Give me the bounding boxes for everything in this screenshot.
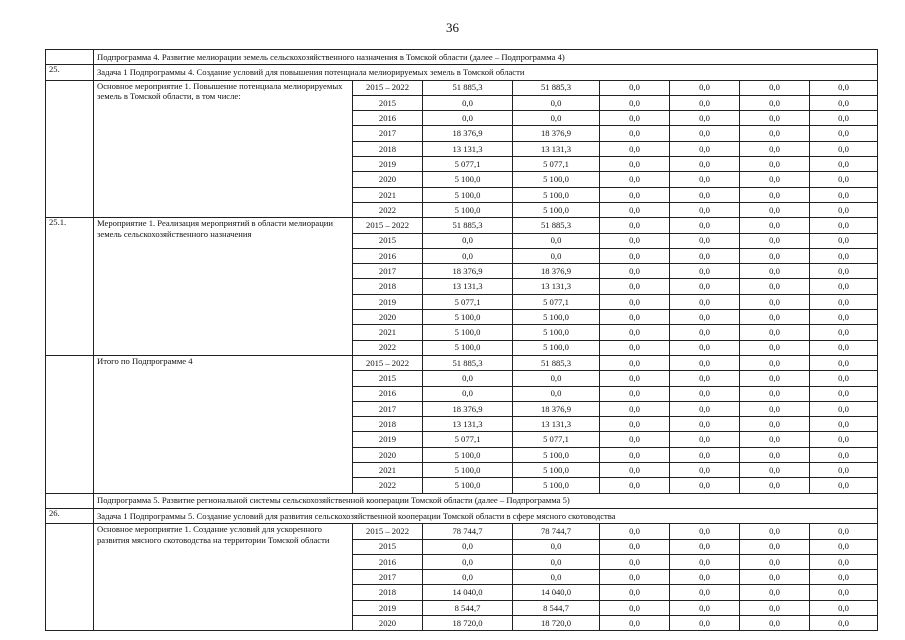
value-cell: 0,0 bbox=[670, 478, 740, 493]
value-cell: 0,0 bbox=[740, 447, 810, 462]
value-cell: 0,0 bbox=[600, 539, 670, 554]
value-cell: 0,0 bbox=[810, 325, 878, 340]
value-cell: 5 077,1 bbox=[513, 157, 600, 172]
value-cell: 13 131,3 bbox=[513, 141, 600, 156]
value-cell: 0,0 bbox=[810, 294, 878, 309]
value-cell: 0,0 bbox=[670, 294, 740, 309]
value-cell: 0,0 bbox=[810, 371, 878, 386]
value-cell: 0,0 bbox=[740, 539, 810, 554]
section-header-row bbox=[46, 65, 878, 80]
value-cell: 0,0 bbox=[740, 600, 810, 615]
value-cell: 0,0 bbox=[670, 432, 740, 447]
value-cell: 0,0 bbox=[740, 554, 810, 569]
value-cell: 13 131,3 bbox=[513, 417, 600, 432]
value-cell: 0,0 bbox=[600, 279, 670, 294]
value-cell: 14 040,0 bbox=[423, 585, 513, 600]
value-cell: 0,0 bbox=[740, 141, 810, 156]
value-cell: 0,0 bbox=[810, 432, 878, 447]
value-cell: 0,0 bbox=[810, 279, 878, 294]
value-cell: 0,0 bbox=[740, 585, 810, 600]
value-cell: 0,0 bbox=[600, 126, 670, 141]
value-cell: 0,0 bbox=[600, 111, 670, 126]
value-cell: 0,0 bbox=[740, 524, 810, 539]
activity-name: Итого по Подпрограмме 4 bbox=[94, 355, 353, 493]
year-cell: 2017 bbox=[353, 126, 423, 141]
value-cell: 0,0 bbox=[670, 157, 740, 172]
value-cell: 5 077,1 bbox=[513, 294, 600, 309]
value-cell: 78 744,7 bbox=[513, 524, 600, 539]
value-cell: 5 100,0 bbox=[423, 463, 513, 478]
value-cell: 0,0 bbox=[670, 600, 740, 615]
value-cell: 0,0 bbox=[600, 401, 670, 416]
value-cell: 18 376,9 bbox=[423, 264, 513, 279]
value-cell: 0,0 bbox=[600, 187, 670, 202]
section-title: Подпрограмма 4. Развитие мелиорации земель сельскохозяйственного назначения в Томской области (далее – Подпрограмма 4) bbox=[94, 50, 878, 65]
value-cell: 5 100,0 bbox=[423, 447, 513, 462]
value-cell: 0,0 bbox=[670, 447, 740, 462]
value-cell: 0,0 bbox=[740, 570, 810, 585]
year-cell: 2018 bbox=[353, 279, 423, 294]
value-cell: 0,0 bbox=[740, 386, 810, 401]
value-cell: 0,0 bbox=[810, 355, 878, 370]
value-cell: 0,0 bbox=[600, 202, 670, 217]
value-cell: 0,0 bbox=[670, 355, 740, 370]
value-cell: 0,0 bbox=[810, 478, 878, 493]
year-cell: 2022 bbox=[353, 340, 423, 355]
year-cell: 2020 bbox=[353, 615, 423, 630]
value-cell: 0,0 bbox=[670, 218, 740, 233]
value-cell: 5 100,0 bbox=[513, 172, 600, 187]
value-cell: 0,0 bbox=[423, 248, 513, 263]
value-cell: 5 100,0 bbox=[513, 463, 600, 478]
row-number bbox=[46, 80, 94, 218]
row-number bbox=[46, 355, 94, 493]
value-cell: 0,0 bbox=[810, 615, 878, 630]
value-cell: 0,0 bbox=[810, 463, 878, 478]
value-cell: 0,0 bbox=[423, 371, 513, 386]
value-cell: 0,0 bbox=[740, 478, 810, 493]
value-cell: 5 100,0 bbox=[423, 310, 513, 325]
value-cell: 5 077,1 bbox=[423, 432, 513, 447]
value-cell: 0,0 bbox=[600, 554, 670, 569]
value-cell: 0,0 bbox=[670, 325, 740, 340]
value-cell: 0,0 bbox=[513, 95, 600, 110]
value-cell: 5 100,0 bbox=[513, 340, 600, 355]
value-cell: 0,0 bbox=[670, 524, 740, 539]
value-cell: 0,0 bbox=[810, 600, 878, 615]
value-cell: 0,0 bbox=[740, 325, 810, 340]
value-cell: 0,0 bbox=[670, 279, 740, 294]
value-cell: 0,0 bbox=[740, 294, 810, 309]
value-cell: 0,0 bbox=[670, 570, 740, 585]
row-number bbox=[46, 493, 94, 508]
year-cell: 2022 bbox=[353, 478, 423, 493]
value-cell: 5 100,0 bbox=[423, 478, 513, 493]
row-number bbox=[46, 50, 94, 65]
value-cell: 0,0 bbox=[810, 524, 878, 539]
value-cell: 0,0 bbox=[740, 432, 810, 447]
value-cell: 0,0 bbox=[513, 570, 600, 585]
value-cell: 0,0 bbox=[670, 187, 740, 202]
value-cell: 0,0 bbox=[600, 172, 670, 187]
year-cell: 2021 bbox=[353, 463, 423, 478]
value-cell: 0,0 bbox=[423, 554, 513, 569]
activity-name: Основное мероприятие 1. Повышение потенциала мелиорируемых земель в Томской области, в том числе: bbox=[94, 80, 353, 218]
value-cell: 18 376,9 bbox=[513, 126, 600, 141]
value-cell: 5 100,0 bbox=[513, 187, 600, 202]
value-cell: 0,0 bbox=[740, 80, 810, 95]
value-cell: 0,0 bbox=[423, 111, 513, 126]
value-cell: 0,0 bbox=[423, 233, 513, 248]
value-cell: 0,0 bbox=[600, 432, 670, 447]
value-cell: 0,0 bbox=[513, 111, 600, 126]
row-number bbox=[46, 524, 94, 631]
value-cell: 0,0 bbox=[423, 539, 513, 554]
year-cell: 2015 – 2022 bbox=[353, 80, 423, 95]
table-row bbox=[46, 218, 878, 233]
value-cell: 0,0 bbox=[600, 294, 670, 309]
value-cell: 0,0 bbox=[810, 141, 878, 156]
value-cell: 0,0 bbox=[740, 463, 810, 478]
value-cell: 0,0 bbox=[670, 615, 740, 630]
value-cell: 0,0 bbox=[513, 386, 600, 401]
year-cell: 2016 bbox=[353, 386, 423, 401]
activity-name: Мероприятие 1. Реализация мероприятий в области мелиорации земель сельскохозяйственного назначения bbox=[94, 218, 353, 356]
activity-name: Основное мероприятие 1. Создание условий для ускоренного развития мясного скотоводства на территории Томской области bbox=[94, 524, 353, 631]
value-cell: 0,0 bbox=[810, 340, 878, 355]
value-cell: 0,0 bbox=[810, 539, 878, 554]
row-number: 26. bbox=[46, 508, 94, 523]
year-cell: 2019 bbox=[353, 432, 423, 447]
value-cell: 0,0 bbox=[670, 386, 740, 401]
value-cell: 0,0 bbox=[740, 355, 810, 370]
value-cell: 0,0 bbox=[740, 615, 810, 630]
value-cell: 0,0 bbox=[810, 187, 878, 202]
value-cell: 0,0 bbox=[600, 524, 670, 539]
value-cell: 0,0 bbox=[810, 554, 878, 569]
value-cell: 0,0 bbox=[810, 202, 878, 217]
value-cell: 0,0 bbox=[810, 126, 878, 141]
year-cell: 2016 bbox=[353, 248, 423, 263]
value-cell: 5 100,0 bbox=[423, 187, 513, 202]
year-cell: 2015 – 2022 bbox=[353, 524, 423, 539]
value-cell: 51 885,3 bbox=[423, 355, 513, 370]
value-cell: 0,0 bbox=[670, 141, 740, 156]
value-cell: 0,0 bbox=[600, 585, 670, 600]
value-cell: 0,0 bbox=[810, 157, 878, 172]
value-cell: 8 544,7 bbox=[513, 600, 600, 615]
year-cell: 2020 bbox=[353, 310, 423, 325]
value-cell: 14 040,0 bbox=[513, 585, 600, 600]
value-cell: 0,0 bbox=[740, 172, 810, 187]
value-cell: 0,0 bbox=[740, 401, 810, 416]
value-cell: 0,0 bbox=[810, 310, 878, 325]
value-cell: 0,0 bbox=[810, 447, 878, 462]
value-cell: 0,0 bbox=[670, 248, 740, 263]
value-cell: 0,0 bbox=[513, 371, 600, 386]
value-cell: 18 376,9 bbox=[513, 264, 600, 279]
value-cell: 0,0 bbox=[513, 248, 600, 263]
value-cell: 0,0 bbox=[740, 126, 810, 141]
value-cell: 5 100,0 bbox=[423, 172, 513, 187]
value-cell: 0,0 bbox=[810, 401, 878, 416]
value-cell: 0,0 bbox=[670, 417, 740, 432]
value-cell: 5 100,0 bbox=[513, 202, 600, 217]
value-cell: 0,0 bbox=[600, 95, 670, 110]
value-cell: 0,0 bbox=[810, 264, 878, 279]
year-cell: 2019 bbox=[353, 294, 423, 309]
row-number: 25.1. bbox=[46, 218, 94, 356]
value-cell: 0,0 bbox=[740, 264, 810, 279]
value-cell: 0,0 bbox=[810, 233, 878, 248]
table-row bbox=[46, 524, 878, 539]
value-cell: 0,0 bbox=[740, 233, 810, 248]
value-cell: 13 131,3 bbox=[423, 279, 513, 294]
year-cell: 2015 bbox=[353, 233, 423, 248]
value-cell: 0,0 bbox=[810, 570, 878, 585]
value-cell: 18 376,9 bbox=[423, 126, 513, 141]
value-cell: 5 100,0 bbox=[513, 447, 600, 462]
value-cell: 0,0 bbox=[600, 80, 670, 95]
value-cell: 8 544,7 bbox=[423, 600, 513, 615]
value-cell: 0,0 bbox=[600, 310, 670, 325]
year-cell: 2020 bbox=[353, 447, 423, 462]
year-cell: 2017 bbox=[353, 264, 423, 279]
value-cell: 5 100,0 bbox=[423, 202, 513, 217]
value-cell: 0,0 bbox=[600, 417, 670, 432]
value-cell: 0,0 bbox=[600, 371, 670, 386]
value-cell: 0,0 bbox=[600, 615, 670, 630]
value-cell: 0,0 bbox=[423, 570, 513, 585]
value-cell: 0,0 bbox=[740, 310, 810, 325]
value-cell: 13 131,3 bbox=[423, 141, 513, 156]
year-cell: 2015 bbox=[353, 95, 423, 110]
value-cell: 5 100,0 bbox=[423, 340, 513, 355]
value-cell: 0,0 bbox=[810, 417, 878, 432]
year-cell: 2015 – 2022 bbox=[353, 355, 423, 370]
year-cell: 2017 bbox=[353, 570, 423, 585]
value-cell: 0,0 bbox=[670, 310, 740, 325]
row-number: 25. bbox=[46, 65, 94, 80]
section-title: Задача 1 Подпрограммы 4. Создание условий для повышения потенциала мелиорируемых земель в Томской области bbox=[94, 65, 878, 80]
year-cell: 2017 bbox=[353, 401, 423, 416]
value-cell: 0,0 bbox=[740, 371, 810, 386]
section-header-row bbox=[46, 493, 878, 508]
value-cell: 0,0 bbox=[670, 202, 740, 217]
value-cell: 0,0 bbox=[600, 570, 670, 585]
value-cell: 0,0 bbox=[670, 585, 740, 600]
value-cell: 51 885,3 bbox=[423, 80, 513, 95]
value-cell: 5 100,0 bbox=[513, 325, 600, 340]
year-cell: 2016 bbox=[353, 111, 423, 126]
value-cell: 5 077,1 bbox=[423, 294, 513, 309]
value-cell: 18 720,0 bbox=[423, 615, 513, 630]
value-cell: 0,0 bbox=[600, 386, 670, 401]
value-cell: 18 376,9 bbox=[513, 401, 600, 416]
value-cell: 0,0 bbox=[423, 386, 513, 401]
value-cell: 0,0 bbox=[600, 141, 670, 156]
value-cell: 0,0 bbox=[600, 325, 670, 340]
value-cell: 51 885,3 bbox=[513, 355, 600, 370]
value-cell: 0,0 bbox=[810, 95, 878, 110]
value-cell: 0,0 bbox=[670, 463, 740, 478]
year-cell: 2015 bbox=[353, 371, 423, 386]
value-cell: 0,0 bbox=[600, 233, 670, 248]
year-cell: 2016 bbox=[353, 554, 423, 569]
value-cell: 0,0 bbox=[600, 478, 670, 493]
value-cell: 0,0 bbox=[740, 111, 810, 126]
value-cell: 0,0 bbox=[740, 187, 810, 202]
page-number: 36 bbox=[446, 20, 459, 35]
table-row bbox=[46, 80, 878, 95]
value-cell: 51 885,3 bbox=[513, 218, 600, 233]
value-cell: 13 131,3 bbox=[513, 279, 600, 294]
value-cell: 0,0 bbox=[513, 233, 600, 248]
value-cell: 0,0 bbox=[670, 264, 740, 279]
value-cell: 0,0 bbox=[740, 157, 810, 172]
value-cell: 0,0 bbox=[810, 172, 878, 187]
value-cell: 0,0 bbox=[670, 126, 740, 141]
value-cell: 0,0 bbox=[810, 80, 878, 95]
value-cell: 0,0 bbox=[670, 95, 740, 110]
value-cell: 0,0 bbox=[670, 111, 740, 126]
value-cell: 0,0 bbox=[600, 447, 670, 462]
section-header-row bbox=[46, 50, 878, 65]
section-title: Задача 1 Подпрограммы 5. Создание условий для развития сельскохозяйственной кооперации Томской области в сфере мясного скотоводства bbox=[94, 508, 878, 523]
value-cell: 18 376,9 bbox=[423, 401, 513, 416]
value-cell: 0,0 bbox=[740, 95, 810, 110]
value-cell: 0,0 bbox=[600, 355, 670, 370]
value-cell: 0,0 bbox=[600, 157, 670, 172]
value-cell: 5 077,1 bbox=[513, 432, 600, 447]
value-cell: 0,0 bbox=[670, 340, 740, 355]
year-cell: 2019 bbox=[353, 157, 423, 172]
value-cell: 0,0 bbox=[600, 600, 670, 615]
value-cell: 0,0 bbox=[810, 111, 878, 126]
value-cell: 0,0 bbox=[670, 401, 740, 416]
value-cell: 0,0 bbox=[810, 248, 878, 263]
value-cell: 0,0 bbox=[600, 463, 670, 478]
value-cell: 5 077,1 bbox=[423, 157, 513, 172]
value-cell: 0,0 bbox=[810, 585, 878, 600]
year-cell: 2020 bbox=[353, 172, 423, 187]
value-cell: 0,0 bbox=[740, 202, 810, 217]
value-cell: 5 100,0 bbox=[423, 325, 513, 340]
value-cell: 51 885,3 bbox=[423, 218, 513, 233]
value-cell: 0,0 bbox=[810, 218, 878, 233]
section-title: Подпрограмма 5. Развитие региональной системы сельскохозяйственной кооперации Томской области (далее – Подпрограмма 5) bbox=[94, 493, 878, 508]
value-cell: 0,0 bbox=[600, 248, 670, 263]
year-cell: 2018 bbox=[353, 141, 423, 156]
value-cell: 0,0 bbox=[513, 539, 600, 554]
table-row bbox=[46, 355, 878, 370]
value-cell: 5 100,0 bbox=[513, 310, 600, 325]
value-cell: 0,0 bbox=[670, 539, 740, 554]
value-cell: 18 720,0 bbox=[513, 615, 600, 630]
value-cell: 0,0 bbox=[670, 172, 740, 187]
value-cell: 0,0 bbox=[810, 386, 878, 401]
year-cell: 2015 – 2022 bbox=[353, 218, 423, 233]
year-cell: 2021 bbox=[353, 187, 423, 202]
value-cell: 0,0 bbox=[740, 218, 810, 233]
year-cell: 2022 bbox=[353, 202, 423, 217]
value-cell: 0,0 bbox=[740, 279, 810, 294]
value-cell: 0,0 bbox=[600, 218, 670, 233]
value-cell: 0,0 bbox=[670, 371, 740, 386]
year-cell: 2018 bbox=[353, 417, 423, 432]
value-cell: 0,0 bbox=[670, 233, 740, 248]
value-cell: 0,0 bbox=[600, 264, 670, 279]
section-header-row bbox=[46, 508, 878, 523]
value-cell: 0,0 bbox=[740, 340, 810, 355]
value-cell: 0,0 bbox=[423, 95, 513, 110]
year-cell: 2018 bbox=[353, 585, 423, 600]
value-cell: 0,0 bbox=[740, 248, 810, 263]
value-cell: 0,0 bbox=[600, 340, 670, 355]
value-cell: 0,0 bbox=[670, 554, 740, 569]
value-cell: 0,0 bbox=[513, 554, 600, 569]
year-cell: 2015 bbox=[353, 539, 423, 554]
value-cell: 5 100,0 bbox=[513, 478, 600, 493]
value-cell: 51 885,3 bbox=[513, 80, 600, 95]
value-cell: 78 744,7 bbox=[423, 524, 513, 539]
value-cell: 0,0 bbox=[740, 417, 810, 432]
year-cell: 2019 bbox=[353, 600, 423, 615]
year-cell: 2021 bbox=[353, 325, 423, 340]
budget-table bbox=[45, 49, 878, 631]
value-cell: 0,0 bbox=[670, 80, 740, 95]
value-cell: 13 131,3 bbox=[423, 417, 513, 432]
